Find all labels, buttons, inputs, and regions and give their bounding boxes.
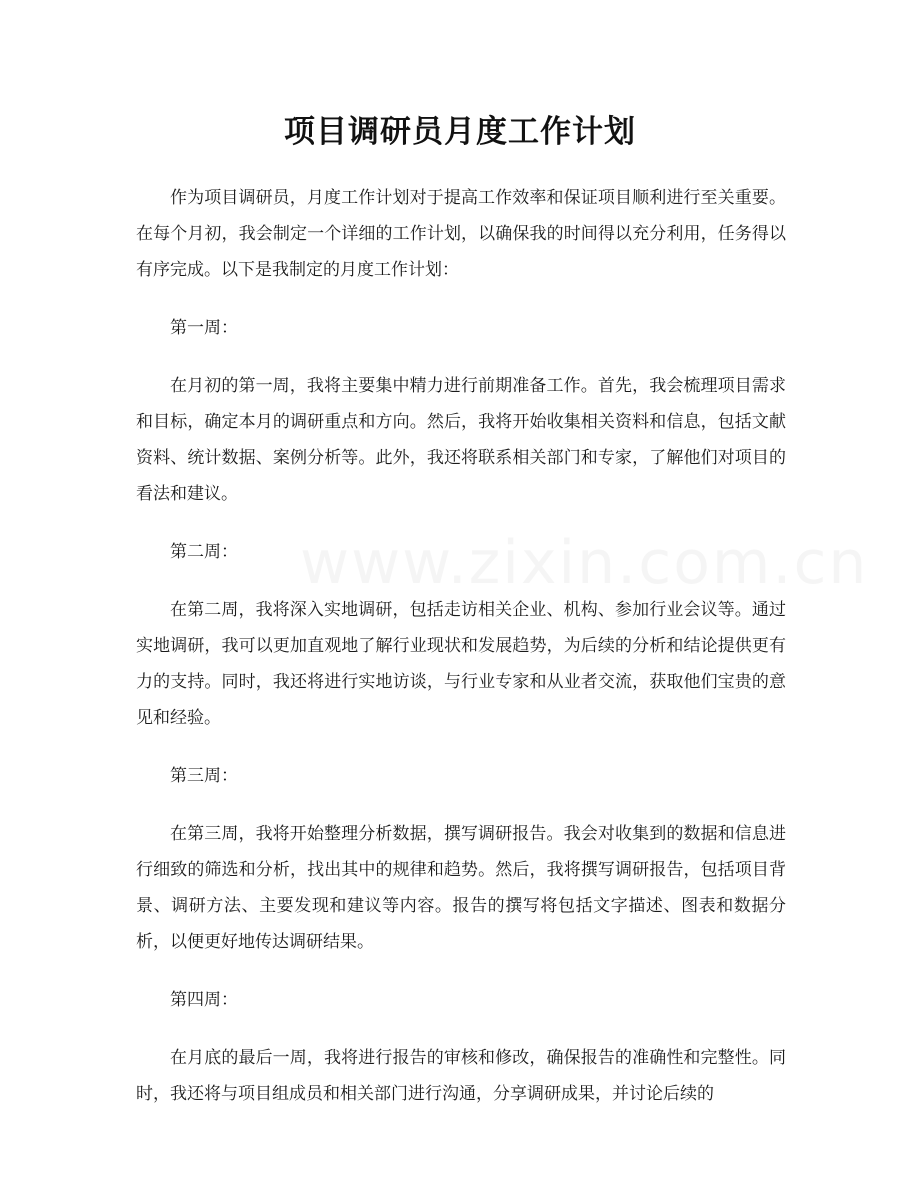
section-heading-week4: 第四周： [170,990,238,1010]
document-body [136,180,786,1134]
section-heading-week3: 第三周： [170,766,238,786]
intro-paragraph: 作为项目调研员，月度工作计划对于提高工作效率和保证项目顺利进行至关重要。在每个月初，我会制定一个详细的工作计划，以确保我的时间得以充分利用，任务得以有序完成。以下是我制定的月度工作计划： [136,188,786,280]
section-heading-week1: 第一周： [170,318,238,338]
section-heading-week2: 第二周： [170,542,238,562]
watermark: www.zixin.com.cn [300,528,869,598]
section-paragraph-week4: 在月底的最后一周，我将进行报告的审核和修改，确保报告的准确性和完整性。同时，我还将与项目组成员和相关部门进行沟通，分享调研成果，并讨论后续的 [136,1048,786,1104]
section-paragraph-week2: 在第二周，我将深入实地调研，包括走访相关企业、机构、参加行业会议等。通过实地调研，我可以更加直观地了解行业现状和发展趋势，为后续的分析和结论提供更有力的支持。同时，我还将进行实地访谈，与行业专家和从业者交流，获取他们宝贵的意见和经验。 [136,600,786,728]
section-paragraph-week3: 在第三周，我将开始整理分析数据，撰写调研报告。我会对收集到的数据和信息进行细致的筛选和分析，找出其中的规律和趋势。然后，我将撰写调研报告，包括项目背景、调研方法、主要发现和建议等内容。报告的撰写将包括文字描述、图表和数据分析，以便更好地传达调研结果。 [136,824,786,952]
section-paragraph-week1: 在月初的第一周，我将主要集中精力进行前期准备工作。首先，我会梳理项目需求和目标，确定本月的调研重点和方向。然后，我将开始收集相关资料和信息，包括文献资料、统计数据、案例分析等。此外，我还将联系相关部门和专家，了解他们对项目的看法和建议。 [136,376,786,504]
document-title: 项目调研员月度工作计划 [284,114,636,150]
